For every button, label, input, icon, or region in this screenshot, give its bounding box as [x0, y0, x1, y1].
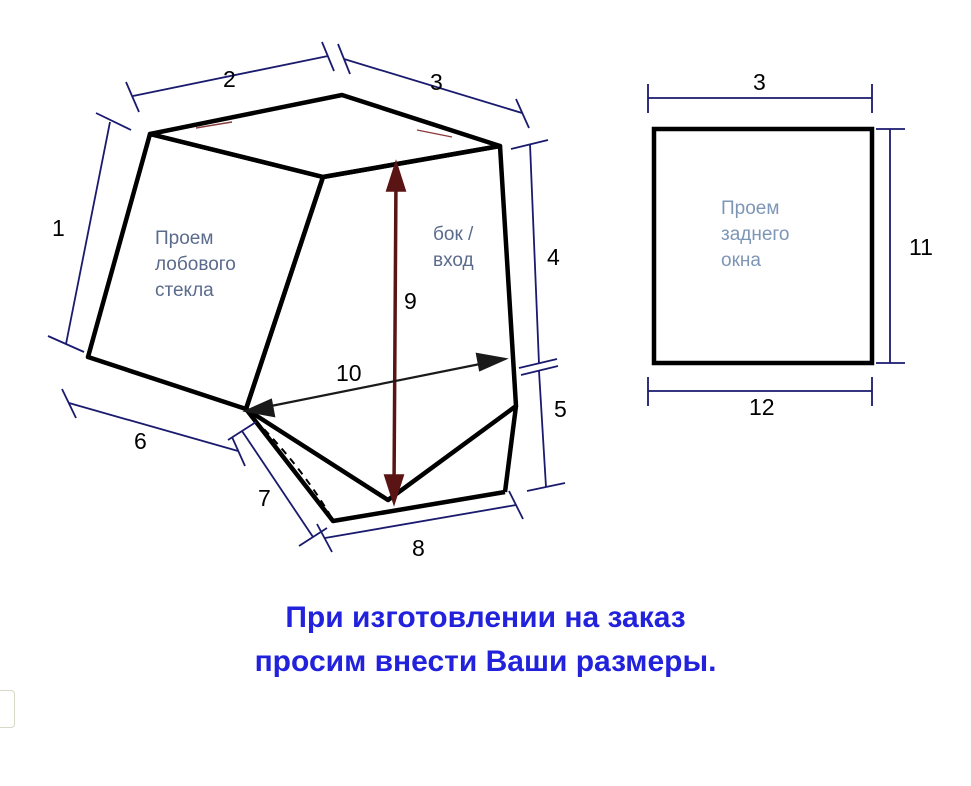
side-entry-area-label-line2: вход — [433, 250, 474, 271]
main-body-outline — [88, 95, 516, 521]
windshield-area-label-line3: стекла — [155, 280, 214, 301]
dimension-label-8: 8 — [412, 535, 425, 561]
order-caption — [0, 596, 971, 684]
dimension-label-1: 1 — [52, 215, 65, 241]
order-caption-line2: просим внести Ваши размеры. — [254, 645, 717, 678]
windshield-area-label — [155, 226, 236, 304]
dimension-label-2: 2 — [223, 66, 236, 92]
rear-window-area-label-line2: заднего — [721, 224, 790, 245]
dimension-label-7: 7 — [258, 485, 271, 511]
dimension-label-3-rear: 3 — [753, 69, 766, 95]
dimension-label-9: 9 — [404, 288, 417, 314]
rear-window-area-label — [721, 196, 790, 274]
dimension-label-10: 10 — [336, 360, 362, 386]
page-corner-artifact — [0, 690, 15, 728]
side-entry-panel-outline — [246, 146, 516, 500]
bottom-right-edge — [505, 406, 516, 492]
dimension-label-4: 4 — [547, 244, 560, 270]
side-entry-area-label-line1: бок / — [433, 224, 474, 245]
dimension-arrow-10 — [246, 354, 505, 416]
dimension-lines-left — [48, 42, 565, 552]
dimension-label-11: 11 — [909, 234, 933, 260]
order-caption-line1: При изготовлении на заказ — [285, 601, 686, 634]
dimension-label-3: 3 — [430, 69, 443, 95]
rear-window-area-label-line1: Проем — [721, 198, 780, 219]
side-entry-area-label — [433, 222, 474, 274]
dimension-label-12: 12 — [749, 394, 775, 420]
windshield-area-label-line2: лобового — [155, 254, 236, 275]
dimension-label-6: 6 — [134, 428, 147, 454]
rear-window-area-label-line3: окна — [721, 250, 761, 271]
dimension-arrow-9 — [386, 165, 404, 501]
bottom-flap-outline — [246, 409, 505, 521]
windshield-area-label-line1: Проем — [155, 228, 214, 249]
dimension-label-5: 5 — [554, 396, 567, 422]
roof-seam-ticks — [196, 122, 452, 137]
